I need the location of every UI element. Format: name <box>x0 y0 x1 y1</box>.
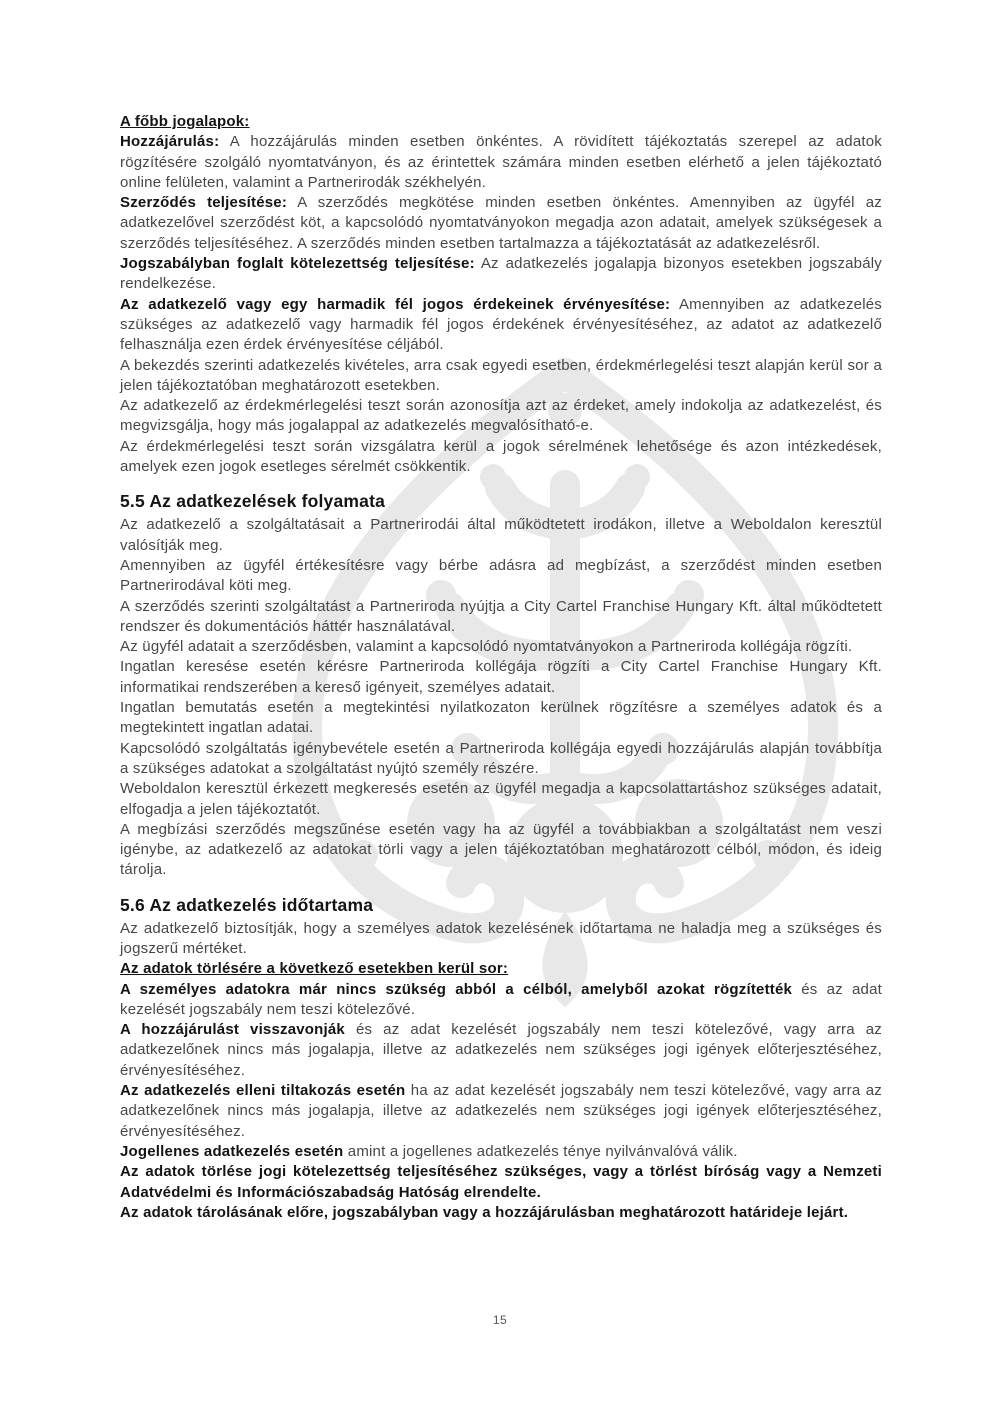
para-mandate-partner-office: Amennyiben az ügyfél értékesítésre vagy bérbe adásra ad megbízást, a szerződést minden esetben Partnerirodával köti meg. <box>120 556 882 595</box>
document-content <box>120 112 882 1223</box>
para-court-ordered-deletion: Az adatok törlése jogi kötelezettség teljesítéséhez szükséges, vagy a törlést bíróság vagy a Nemzeti Adatvédelmi és Információszabadság Hatóság elrendelte. <box>120 1163 882 1201</box>
para-process-offices: Az adatkezelő a szolgáltatásait a Partnerirodái által működtetett irodákon, illetve a Weboldalon keresztül valósítják meg. <box>120 516 882 554</box>
bold-lead-text: A hozzájárulást visszavonják <box>120 1021 345 1039</box>
bold-lead-text: Szerződés teljesítése: <box>120 194 288 212</box>
body-text: Az adatkezelés jogalapja bizonyos esetekben jogszabály rendelkezése. <box>120 255 883 293</box>
para-consent <box>120 132 882 193</box>
para-deadline-expired: Az adatok tárolásának előre, jogszabályban vagy a hozzájárulásban meghatározott határideje lejárt. <box>120 1203 849 1221</box>
body-text: és az adat kezelését jogszabály nem teszi kötelezővé, vagy arra az adatkezelőnek nincs más jogalapja, illetve az adatkezelés nem szükséges jogi igények előterjesztéséhez, érvényesítéséhez. <box>120 1021 882 1079</box>
para-legal-obligation <box>120 254 882 295</box>
body-text: Amennyiben az adatkezelés szükséges az adatkezelő vagy harmadik fél jogos érdekének érvényesítéséhez, az adatot az adatkezelő felhasználja ezen érdek érvényesítése céljából. <box>120 295 882 354</box>
bold-lead-text: Jogellenes adatkezelés esetén <box>120 1142 344 1160</box>
para-contract-performance <box>120 193 882 254</box>
section-heading-5-5: 5.5 Az adatkezelések folyamata <box>120 491 386 512</box>
bold-lead-text: Jogszabályban foglalt kötelezettség teljesítése: <box>120 255 475 273</box>
deletion-cases-title <box>120 959 882 979</box>
bold-underline-text: A főbb jogalapok: <box>120 113 250 130</box>
bold-lead-text: A személyes adatokra már nincs szükség abból a célból, amelyből azokat rögzítették <box>120 980 793 998</box>
para-client-data-recording: Az ügyfél adatait a szerződésben, valamint a kapcsolódó nyomtatványokon a Partneriroda kollégája rögzíti. <box>120 638 853 656</box>
body-text: A hozzájárulás minden esetben önkéntes. A rövidített tájékoztatás szerepel az adatok rögzítésére szolgáló nyomtatványon, és az érintettek számára minden esetben elérhető a jelen tájékoztató online felületen, valamint a Partnerirodák székhelyén. <box>120 133 882 191</box>
para-exceptional-processing: A bekezdés szerinti adatkezelés kivételes, arra csak egyedi esetben, érdekmérlegelési teszt alapján kerül sor a jelen tájékoztatóban meghatározott esetekben. <box>120 356 882 394</box>
para-franchise-system: A szerződés szerinti szolgáltatást a Partneriroda nyújtja a City Cartel Franchise Hungary Kft. által működtetett rendszer és dokumentációs háttér használatával. <box>120 597 882 635</box>
body-text: A szerződés megkötése minden esetben önkéntes. Amennyiben az ügyfél az adatkezelővel szerződést köt, a kapcsolódó nyomtatványokon megadja azon adatait, amelyek szükségesek a szerződés teljesítéséhez. A szerződés minden esetben tartalmazza a tájékoztatását az adatkezelésről. <box>120 194 882 252</box>
bold-lead-text: Az adatkezelés elleni tiltakozás esetén <box>120 1082 406 1100</box>
para-property-viewing: Ingatlan bemutatás esetén a megtekintési nyilatkozaton kerülnek rögzítésre a személyes adatok és a megtekintett ingatlan adatai. <box>120 699 882 737</box>
para-unlawful-processing <box>120 1142 882 1162</box>
para-website-contact: Weboldalon keresztül érkezett megkeresés esetén az ügyfél megadja a kapcsolattartáshoz szükséges adatait, elfogadja a jelen tájékoztatót. <box>120 780 882 818</box>
para-interest-test-review: Az érdekmérlegelési teszt során vizsgálatra kerül a jogok sérelmének lehetősége és azon intézkedések, amelyek ezen jogok esetleges sérelmét csökkentik. <box>120 437 882 476</box>
body-text: ha az adat kezelését jogszabály nem teszi kötelezővé, vagy arra az adatkezelőnek nincs más jogalapja, illetve az adatkezelés nem szükséges jogi igények előterjesztéséhez, érvényesítéséhez. <box>120 1082 882 1140</box>
para-legitimate-interest <box>120 295 882 356</box>
section-heading-5-6: 5.6 Az adatkezelés időtartama <box>120 894 374 915</box>
para-related-service: Kapcsolódó szolgáltatás igénybevétele esetén a Partneriroda kollégája egyedi hozzájárulás alapján továbbítja a szükséges adatokat a szolgáltatást nyújtó személy részére. <box>120 739 882 777</box>
bold-lead-text: Az adatkezelő vagy egy harmadik fél jogos érdekeinek érvényesítése: <box>120 295 671 313</box>
legal-bases-title <box>120 112 882 132</box>
body-text: amint a jogellenes adatkezelés ténye nyilvánvalóvá válik. <box>343 1142 738 1160</box>
bold-underline-text: Az adatok törlésére a következő esetekben kerül sor: <box>120 960 509 978</box>
para-contract-termination: A megbízási szerződés megszűnése esetén vagy ha az ügyfél a továbbiakban a szolgáltatást nem veszi igénybe, az adatkezelő az adatokat törli vagy a jelen tájékoztatóban meghatározott célból, módon, és ideig tárolja. <box>120 820 882 879</box>
bold-lead-text: Hozzájárulás: <box>120 133 220 151</box>
para-property-search: Ingatlan keresése esetén kérésre Partneriroda kollégája rögzíti a City Cartel Franchise Hungary Kft. informatikai rendszerében a kereső igényeit, személyes adatait. <box>120 658 882 696</box>
page-number: 15 <box>492 1313 508 1327</box>
para-interest-test-identify: Az adatkezelő az érdekmérlegelési teszt során azonosítja azt az érdeket, amely indokolja az adatkezelést, és megvizsgálja, hogy más jogalappal az adatkezelés megvalósítható-e. <box>120 397 882 435</box>
para-consent-withdrawn <box>120 1020 882 1081</box>
para-objection <box>120 1081 882 1142</box>
para-no-longer-needed <box>120 980 882 1021</box>
body-text: és az adat kezelését jogszabály nem teszi kötelezővé. <box>120 980 882 1018</box>
para-duration-assurance: Az adatkezelő biztosítják, hogy a személyes adatok kezelésének időtartama ne haladja meg a szükséges és jogszerű mértéket. <box>120 919 882 957</box>
